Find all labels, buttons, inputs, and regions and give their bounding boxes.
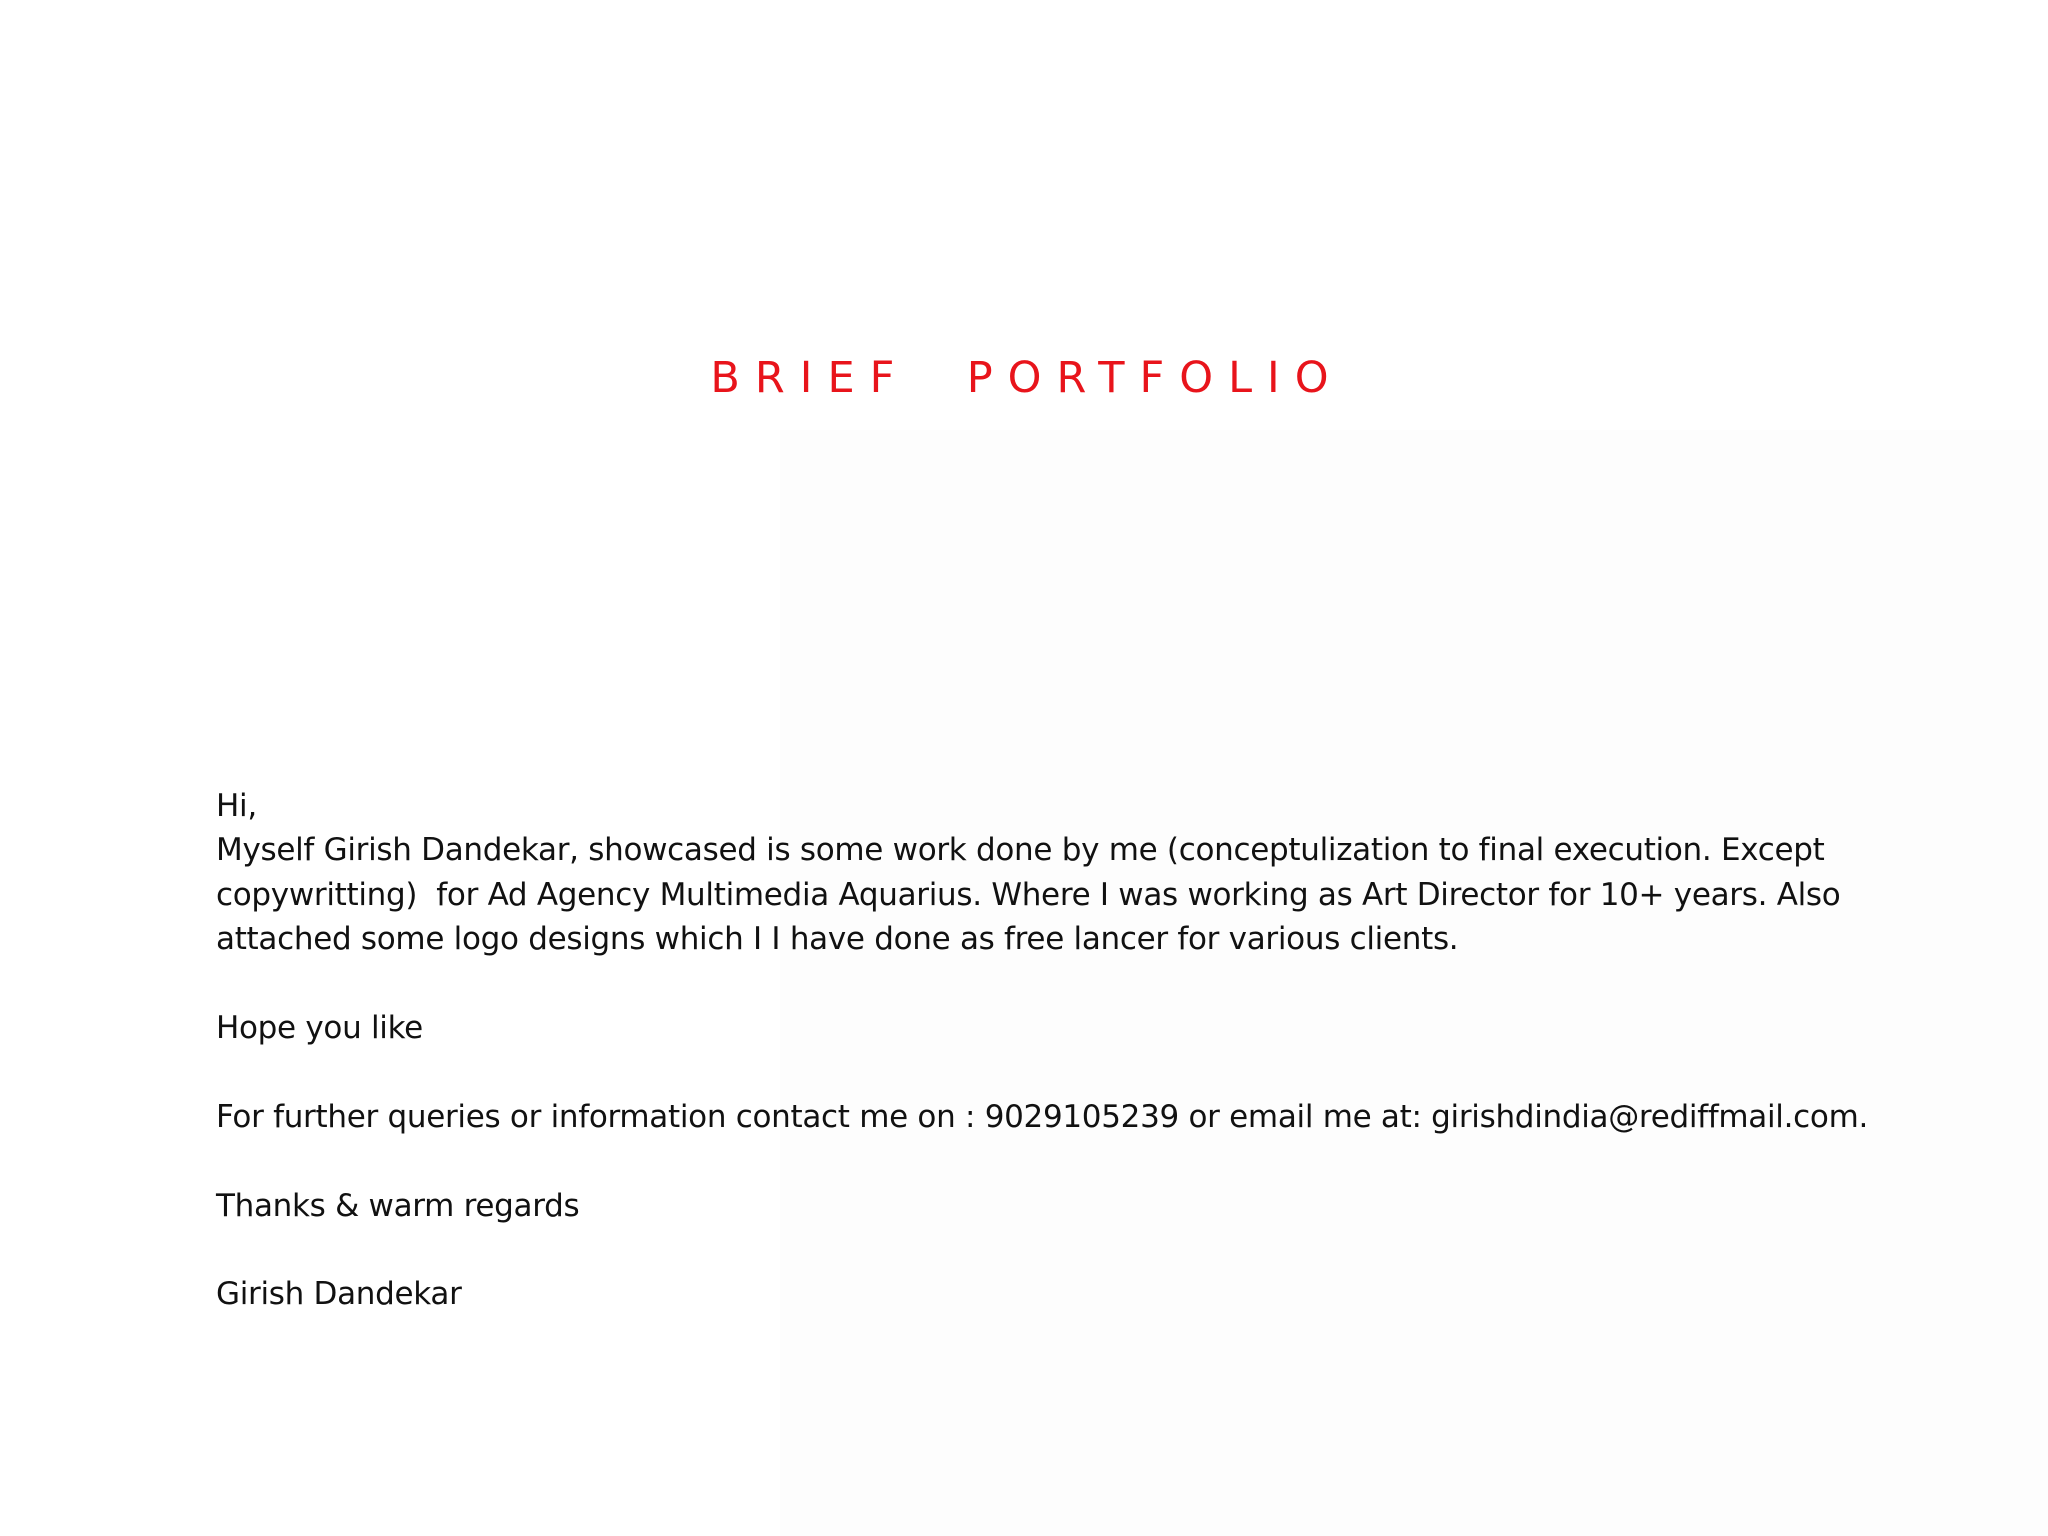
contact-text: For further queries or information contact me on : 9029105239 or email me at: girishdindia@rediffmail.com.: [216, 1098, 1869, 1135]
signature-name: Girish Dandekar: [216, 1276, 462, 1313]
greeting-text: Hi,: [216, 788, 257, 824]
paragraph-spacer: [216, 962, 1876, 1006]
intro-line-2: copywritting) for Ad Agency Multimedia Aquarius. Where I was working as Art Director for 10+ years. Also: [216, 876, 1841, 913]
letter-body: [216, 784, 1876, 1317]
intro-line-3: attached some logo designs which I I have done as free lancer for various clients.: [216, 921, 1459, 958]
slide-title: BRIEF PORTFOLIO: [710, 353, 1344, 403]
paragraph-spacer: [216, 1228, 1876, 1272]
regards-text: Thanks & warm regards: [216, 1187, 580, 1224]
paragraph-spacer: [216, 1050, 1876, 1094]
intro-line-1: Myself Girish Dandekar, showcased is some work done by me (conceptulization to final execution. Except: [216, 832, 1825, 869]
hope-text: Hope you like: [216, 1009, 423, 1046]
paragraph-spacer: [216, 1139, 1876, 1183]
